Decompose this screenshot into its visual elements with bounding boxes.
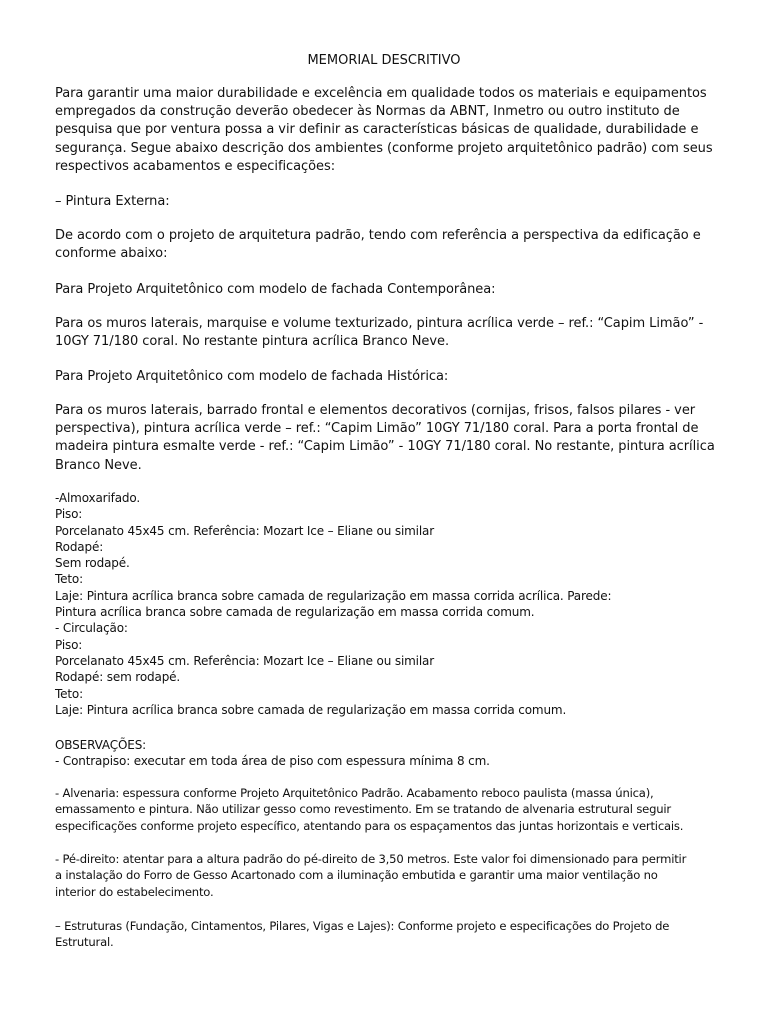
alvenaria-note: - Alvenaria: espessura conforme Projeto Arquitetônico Padrão. Acabamento reboco paulista (massa única), emassamento e pintura. Não utilizar gesso como revestimento. Em se tratando de alvenaria estrutural seguir especificações conforme projeto específico, atentando para os espaçamentos das juntas horizontais e verticais. xyxy=(55,786,684,833)
observacoes-heading: OBSERVAÇÕES: xyxy=(55,738,147,752)
ambientes-specs: -Almoxarifado. Piso: Porcelanato 45x45 cm. Referência: Mozart Ice – Eliane ou similar Rodapé: Sem rodapé. Teto: Laje: Pintura acrílica branca sobre camada de regularização em massa corrida acrílica. Parede: Pintura acrílica branca sobre camada de regularização em massa corrida comum. - Circulação: Piso: Porcelanato 45x45 cm. Referência: Mozart Ice – Eliane ou similar Rodapé: sem rodapé. Teto: Laje: Pintura acrílica branca sobre camada de regularização em massa corrida comum. xyxy=(55,491,612,717)
pintura-externa-paragraph: De acordo com o projeto de arquitetura padrão, tendo com referência a perspectiva da edificação e conforme abaixo: xyxy=(55,228,701,262)
intro-paragraph: Para garantir uma maior durabilidade e excelência em qualidade todos os materiais e equipamentos empregados da construção deverão obedecer às Normas da ABNT, Inmetro ou outro instituto de pesquisa que por ventura possa a vir definir as características básicas de qualidade, durabilidade e segurança. Segue abaixo descrição dos ambientes (conforme projeto arquitetônico padrão) com seus respectivos acabamentos e especificações: xyxy=(55,86,713,174)
pe-direito-note: - Pé-direito: atentar para a altura padrão do pé-direito de 3,50 metros. Este valor foi dimensionado para permitir a instalação do Forro de Gesso Acartonado com a iluminação embutida e garantir uma maior ventilação no interior do estabelecimento. xyxy=(55,852,687,899)
contemporanea-paragraph: Para os muros laterais, marquise e volume texturizado, pintura acrílica verde – ref.: “Capim Limão” - 10GY 71/180 coral. No restante pintura acrílica Branco Neve. xyxy=(55,316,704,350)
historica-heading: Para Projeto Arquitetônico com modelo de fachada Histórica: xyxy=(55,369,449,384)
contemporanea-heading: Para Projeto Arquitetônico com modelo de fachada Contemporânea: xyxy=(55,282,496,297)
contrapiso-note: - Contrapiso: executar em toda área de piso com espessura mínima 8 cm. xyxy=(55,754,490,768)
document-title: MEMORIAL DESCRITIVO xyxy=(307,53,461,68)
estruturas-note: – Estruturas (Fundação, Cintamentos, Pilares, Vigas e Lajes): Conforme projeto e especificações do Projeto de Estrutural. xyxy=(55,919,670,950)
pintura-externa-heading: – Pintura Externa: xyxy=(55,194,170,209)
historica-paragraph: Para os muros laterais, barrado frontal e elementos decorativos (cornijas, frisos, falsos pilares - ver perspectiva), pintura acrílica verde – ref.: “Capim Limão” 10GY 71/180 coral. Para a porta frontal de madeira pintura esmalte verde - ref.: “Capim Limão” - 10GY 71/180 coral. No restante, pintura acrílica Branco Neve. xyxy=(55,403,715,473)
